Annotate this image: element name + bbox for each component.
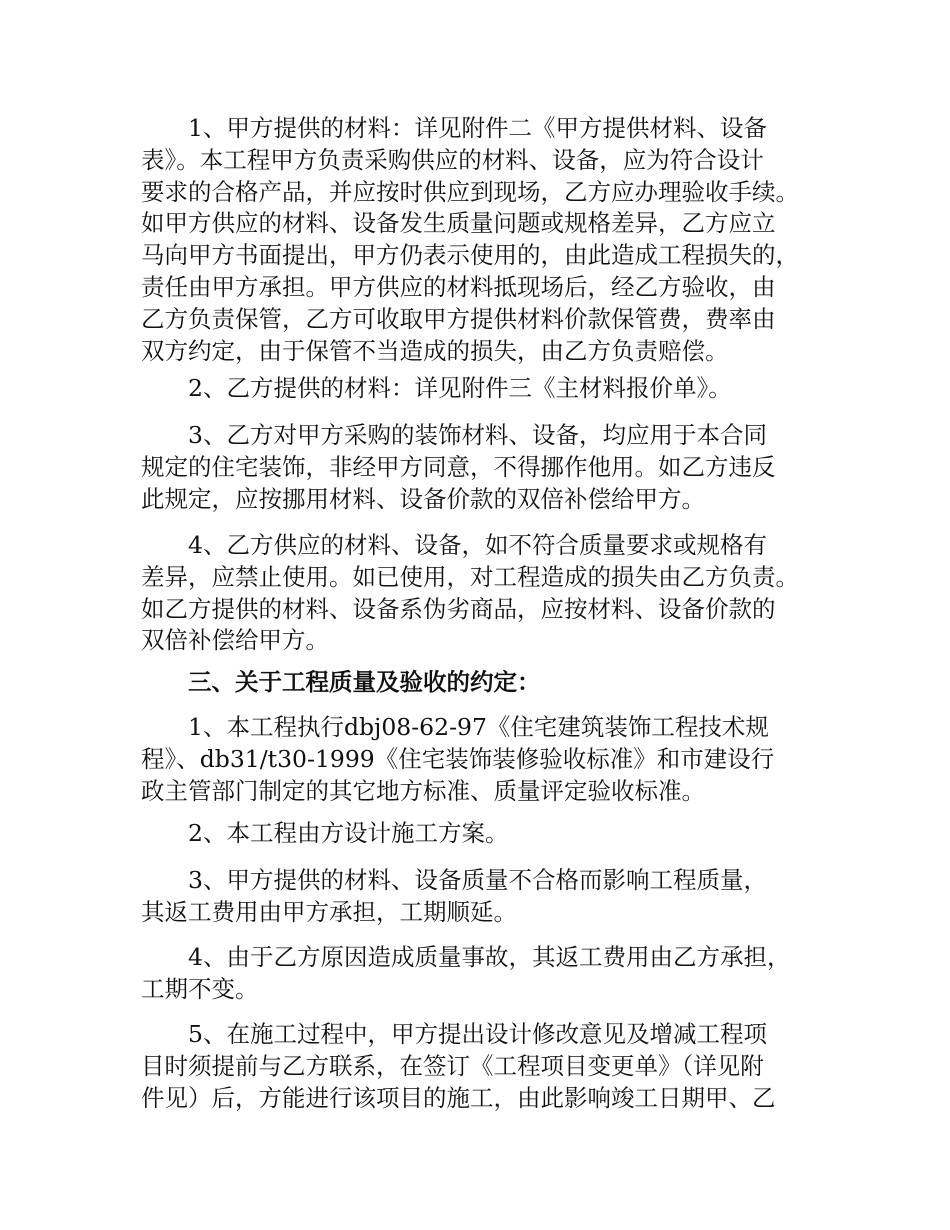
- section-heading: [141, 667, 821, 699]
- text-line: 责任由甲方承担。甲方供应的材料抵现场后，经乙方验收，由: [141, 272, 776, 301]
- text-line: 表》。本工程甲方负责采购供应的材料、设备，应为符合设计: [141, 145, 764, 174]
- text-line: 乙方负责保管，乙方可收取甲方提供材料价款保管费，费率由: [141, 304, 776, 333]
- text-line: 要求的合格产品，并应按时供应到现场，乙方应办理验收手续。: [141, 177, 799, 206]
- text-line: 马向甲方书面提出，甲方仍表示使用的，由此造成工程损失的，: [141, 241, 799, 270]
- text-line: 1、甲方提供的材料：详见附件二《甲方提供材料、设备: [188, 114, 767, 142]
- text-line: 差异，应禁止使用。如已使用，对工程造成的损失由乙方负责。: [141, 562, 799, 591]
- text-line: 双方约定，由于保管不当造成的损失，由乙方负责赔偿。: [141, 336, 729, 365]
- text-line: 政主管部门制定的其它地方标准、质量评定验收标准。: [141, 776, 705, 805]
- paragraph-rework-party-b: [141, 942, 821, 1006]
- text-line: 规定的住宅装饰，非经甲方同意，不得挪作他用。如乙方违反: [141, 452, 776, 481]
- text-line: 目时须提前与乙方联系，在签订《工程项目变更单》（详见附: [141, 1051, 764, 1080]
- text-line: 1、本工程执行dbj08-62-97《住宅建筑装饰工程技术规: [188, 713, 769, 741]
- text-line: 5、在施工过程中，甲方提出设计修改意见及增减工程项: [188, 1020, 767, 1048]
- text-line: 2、乙方提供的材料：详见附件三《主材料报价单》。: [188, 374, 732, 402]
- paragraph-material-party-b: [141, 373, 821, 405]
- text-line: 双倍补偿给甲方。: [141, 626, 329, 655]
- text-line: 3、乙方对甲方采购的装饰材料、设备，均应用于本合同: [188, 421, 767, 449]
- paragraph-material-usage: [141, 420, 821, 515]
- text-line: 程》、db31/t30-1999《住宅装饰装修验收标准》和市建设行: [141, 744, 775, 773]
- text-line: 3、甲方提供的材料、设备质量不合格而影响工程质量，: [188, 866, 767, 894]
- text-line: 如甲方供应的材料、设备发生质量问题或规格差异，乙方应立: [141, 209, 776, 238]
- paragraph-material-party-a: [141, 113, 821, 367]
- text-line: 件见）后，方能进行该项目的施工，由此影响竣工日期甲、乙: [141, 1083, 776, 1112]
- text-line: 工期不变。: [141, 974, 259, 1003]
- paragraph-design-plan: [141, 818, 821, 850]
- text-line: 4、由于乙方原因造成质量事故，其返工费用由乙方承担，: [188, 943, 791, 971]
- section-heading-text: 三、关于工程质量及验收的约定：: [188, 668, 541, 696]
- text-line: 4、乙方供应的材料、设备，如不符合质量要求或规格有: [188, 531, 767, 559]
- paragraph-rework-party-a: [141, 865, 821, 929]
- text-line: 2、本工程由方设计施工方案。: [188, 819, 509, 847]
- paragraph-material-quality: [141, 530, 821, 657]
- text-line: 此规定，应按挪用材料、设备价款的双倍补偿给甲方。: [141, 484, 705, 513]
- text-line: 其返工费用由甲方承担，工期顺延。: [141, 897, 517, 926]
- paragraph-design-change: [141, 1019, 821, 1114]
- text-line: 如乙方提供的材料、设备系伪劣商品，应按材料、设备价款的: [141, 594, 776, 623]
- paragraph-quality-standard: [141, 712, 821, 807]
